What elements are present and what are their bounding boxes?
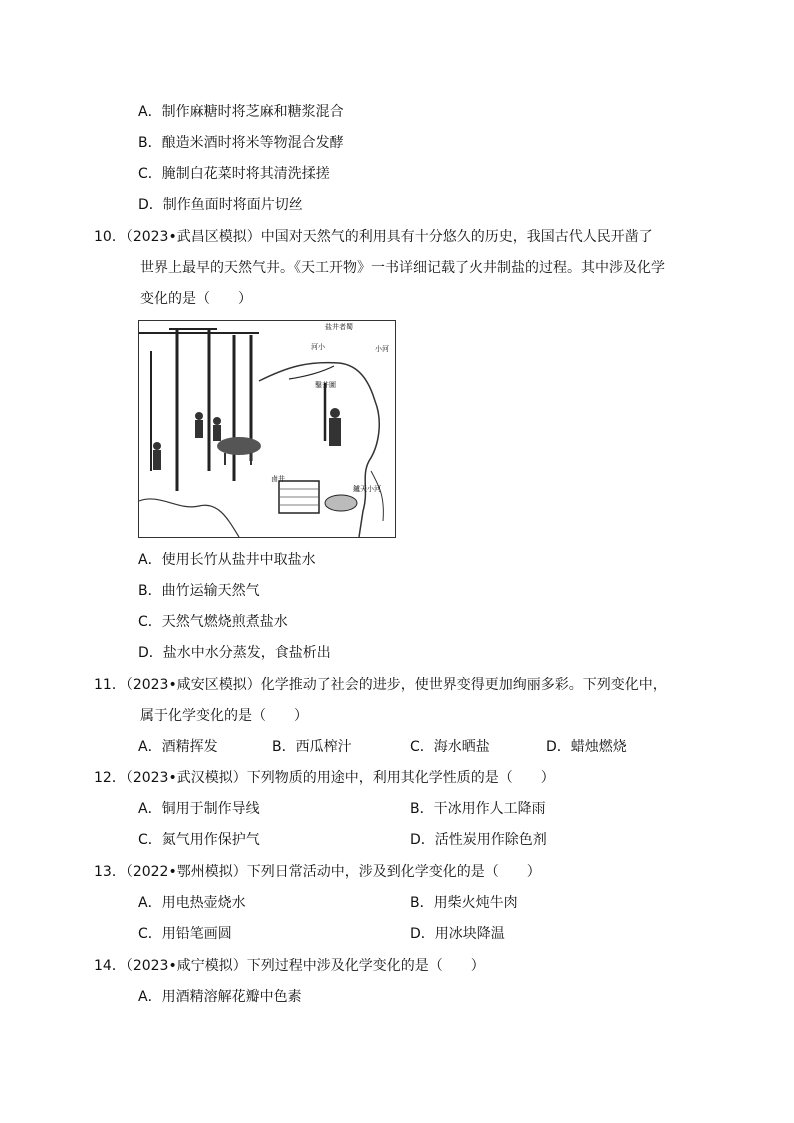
q10-option-c: C．天然气燃烧煎煮盐水	[138, 614, 288, 630]
q9-option-b: B．酿造米酒时将米等物混合发酵	[138, 135, 344, 151]
q9-option-c: C．腌制白花菜时将其清洗揉搓	[138, 166, 330, 182]
q10-stem-line3: 变化的是（ ）	[140, 291, 252, 307]
q11-stem-line1: 11．（2023•咸安区模拟）化学推动了社会的进步，使世界变得更加绚丽多彩。下列变化中，	[94, 677, 667, 693]
q9-option-a: A．制作麻糖时将芝麻和糖浆混合	[138, 104, 344, 120]
q9-option-d: D．制作鱼面时将面片切丝	[138, 197, 303, 213]
fire-well-illustration	[138, 320, 396, 538]
figure-label-left-river: 河小	[311, 343, 325, 351]
q14-stem-line1: 14．（2023•咸宁模拟）下列过程中涉及化学变化的是（ ）	[94, 958, 485, 974]
q13-option-d: D．用冰块降温	[410, 926, 505, 942]
figure-label-well: 鹵井	[271, 475, 285, 483]
q12-option-d: D．活性炭用作除色剂	[410, 832, 547, 848]
q12-option-a: A．铜用于制作导线	[138, 801, 260, 817]
q13-option-c: C．用铅笔画圆	[138, 926, 232, 942]
q13-option-b: B．用柴火炖牛肉	[410, 895, 518, 911]
q10-option-a: A．使用长竹从盐井中取盐水	[138, 552, 316, 568]
q11-option-c: C．海水晒盐	[410, 739, 490, 755]
q10-stem-line1: 10．（2023•武昌区模拟）中国对天然气的利用具有十分悠久的历史，我国古代人民开凿了	[94, 229, 653, 245]
q10-option-d: D．盐水中水分蒸发，食盐析出	[138, 645, 331, 661]
q10-stem-line2: 世界上最早的天然气井。《天工开物》一书详细记载了火井制盐的过程。其中涉及化学	[140, 260, 665, 276]
q13-stem-line1: 13．（2022•鄂州模拟）下列日常活动中，涉及到化学变化的是（ ）	[94, 864, 541, 880]
q14-option-a: A．用酒精溶解花瓣中色素	[138, 989, 302, 1005]
figure-label-bottom-river: 小河	[367, 485, 381, 493]
figure-label-drill: 鑿井圖	[315, 381, 336, 389]
figure-label-right-river: 小河	[375, 345, 389, 353]
figure-label-top: 盐井者蜀	[325, 323, 353, 331]
figure-label-pan: 鑪天	[353, 485, 367, 493]
q12-stem-line1: 12．（2023•武汉模拟）下列物质的用途中，利用其化学性质的是（ ）	[94, 770, 555, 786]
q12-option-c: C．氮气用作保护气	[138, 832, 260, 848]
q11-stem-line2: 属于化学变化的是（ ）	[140, 708, 308, 724]
q13-option-a: A．用电热壶烧水	[138, 895, 246, 911]
q10-option-b: B．曲竹运输天然气	[138, 583, 260, 599]
q11-option-b: B．西瓜榨汁	[272, 739, 352, 755]
q11-option-d: D．蜡烛燃烧	[546, 739, 627, 755]
q12-option-b: B．干冰用作人工降雨	[410, 801, 546, 817]
q11-option-a: A．酒精挥发	[138, 739, 218, 755]
